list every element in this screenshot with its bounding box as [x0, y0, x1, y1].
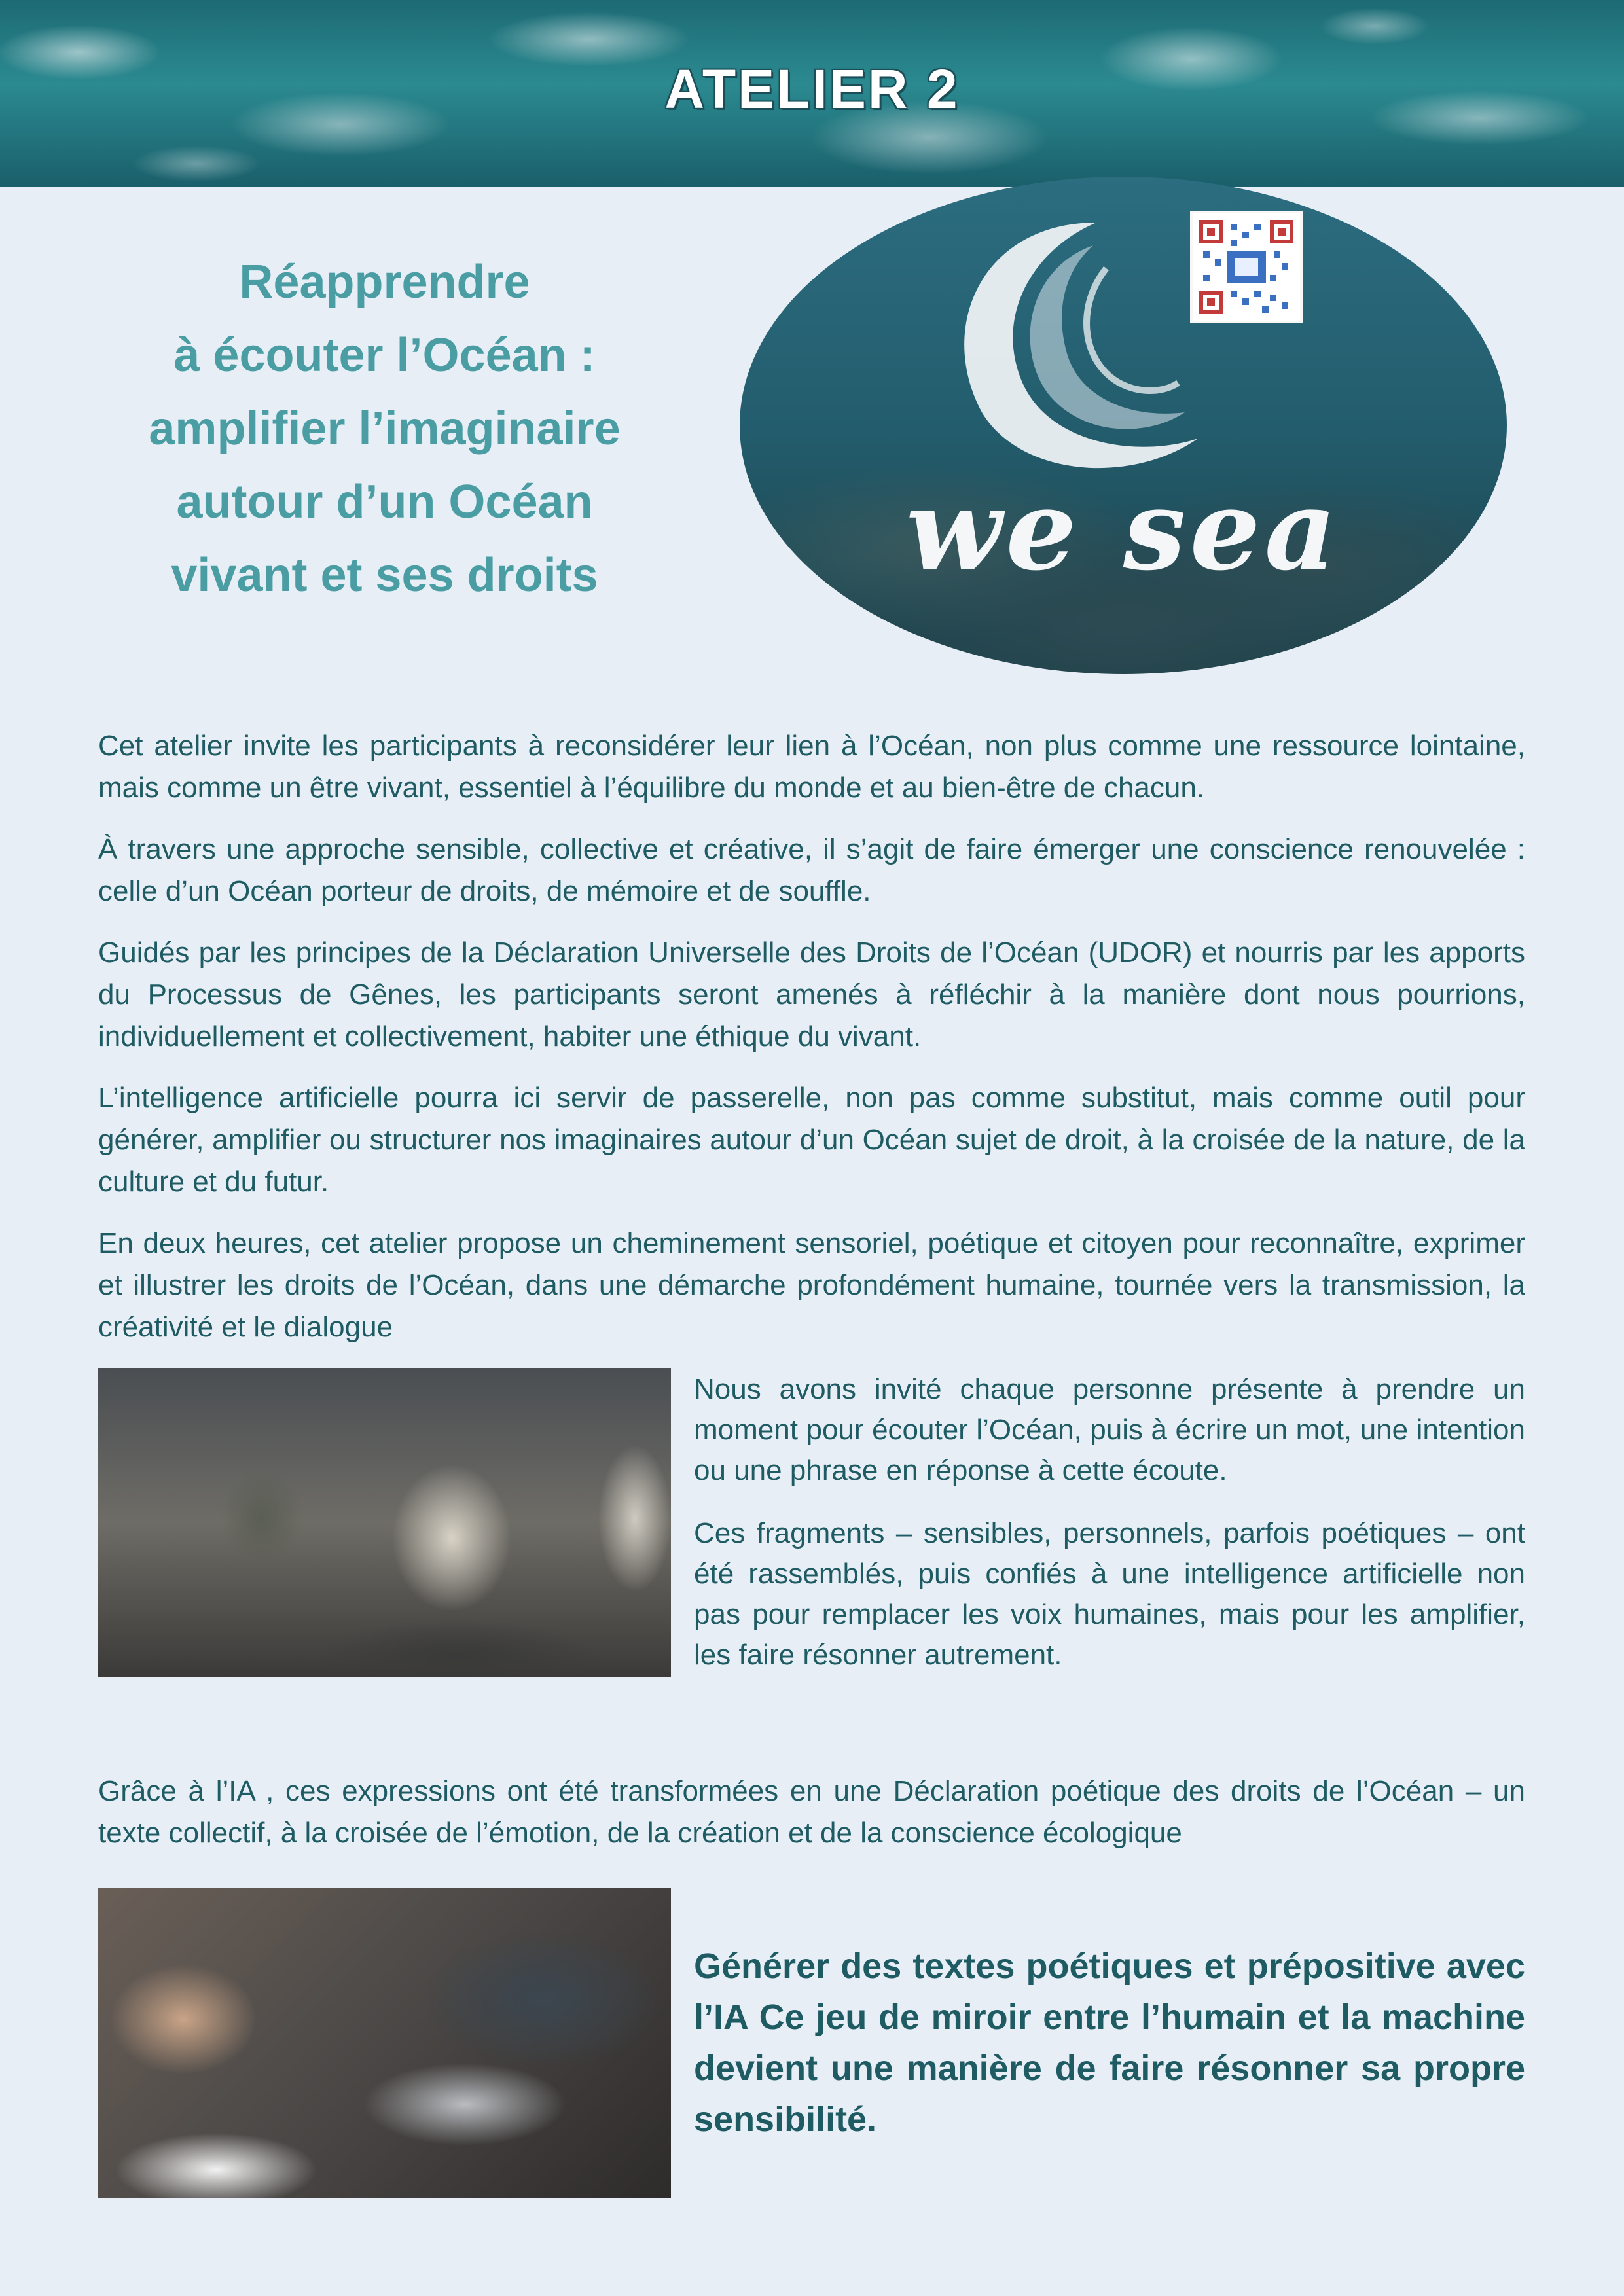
- laptop-photo: [98, 1888, 671, 2198]
- we-sea-logo: [740, 177, 1507, 674]
- headline-line: amplifier l’imaginaire: [149, 403, 621, 455]
- intro-paragraph: L’intelligence artificielle pourra ici servir de passerelle, non pas comme substitut, mais comme outil pour générer, amplifier ou structurer nos imaginaires autour d’un Océan sujet de droit, à la croisée de la nature, de la culture et du futur.: [98, 1082, 1525, 1198]
- headline-line: à écouter l’Océan :: [173, 329, 596, 382]
- headline-line: autour d’un Océan: [176, 476, 593, 528]
- logo-wordmark: we sea: [906, 465, 1341, 596]
- headline-line: vivant et ses droits: [171, 549, 598, 601]
- workshop-paragraph: Ces fragments – sensibles, personnels, parfois poétiques – ont été rassemblés, puis confiés à une intelligence artificielle non pas pour remplacer les voix humaines, mais pour les amplifier, les faire résonner autrement.: [694, 1517, 1525, 1671]
- workshop-photo: [98, 1368, 671, 1677]
- headline: [98, 245, 671, 612]
- intro-paragraph: Cet atelier invite les participants à reconsidérer leur lien à l’Océan, non plus comme une ressource lointaine, mais comme un être vivant, essentiel à l’équilibre du monde et au bien-être de chacun.: [98, 730, 1525, 804]
- closing-statement: Générer des textes poétiques et prépositive avec l’IA Ce jeu de miroir entre l’humain et la machine devient une manière de faire résonner sa propre sensibilité.: [694, 1946, 1525, 2139]
- intro-text: [98, 725, 1525, 1368]
- headline-line: Réapprendre: [239, 256, 530, 308]
- ia-text: [98, 1770, 1525, 1854]
- ia-paragraph: Grâce à l’IA , ces expressions ont été transformées en une Déclaration poétique des droits de l’Océan – un texte collectif, à la croisée de l’émotion, de la création et de la conscience écologique: [98, 1775, 1525, 1849]
- intro-paragraph: À travers une approche sensible, collective et créative, il s’agit de faire émerger une conscience renouvelée : celle d’un Océan porteur de droits, de mémoire et de souffle.: [98, 833, 1525, 907]
- intro-paragraph: En deux heures, cet atelier propose un cheminement sensoriel, poétique et citoyen pour reconnaître, exprimer et illustrer les droits de l’Océan, dans une démarche profondément humaine, tournée vers la transmission, la créativité et le dialogue: [98, 1227, 1525, 1343]
- qr-code-icon[interactable]: [1190, 211, 1303, 323]
- intro-paragraph: Guidés par les principes de la Déclaration Universelle des Droits de l’Océan (UDOR) et nourris par les apports du Processus de Gênes, les participants seront amenés à réfléchir à la manière dont nous pourrions, individuellement et collectivement, habiter une éthique du vivant.: [98, 937, 1525, 1052]
- wave-logo-icon: [740, 177, 1507, 674]
- page-title: ATELIER 2: [664, 58, 960, 120]
- workshop-text: [694, 1369, 1525, 1698]
- ocean-banner: [0, 0, 1624, 187]
- workshop-paragraph: Nous avons invité chaque personne présente à prendre un moment pour écouter l’Océan, puis à écrire un mot, une intention ou une phrase en réponse à cette écoute.: [694, 1373, 1525, 1486]
